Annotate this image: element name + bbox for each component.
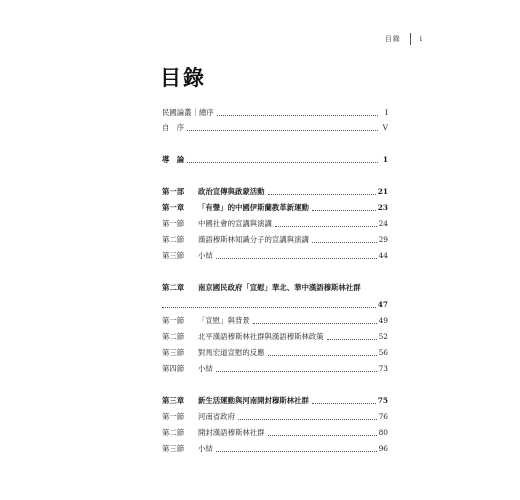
toc-entry-page: 76 — [378, 412, 388, 421]
toc-entry-section[interactable] — [162, 219, 388, 229]
dot-leader — [312, 403, 376, 404]
toc-entry-page: 47 — [377, 300, 388, 309]
running-head-divider — [410, 33, 411, 45]
dot-leader — [187, 130, 378, 131]
toc-entry-text: 中國社會的宣講與演講 — [198, 219, 272, 228]
toc-entry-chapter-3[interactable] — [162, 396, 388, 406]
toc-entry-label: 第二節 — [162, 235, 185, 244]
dot-leader — [187, 162, 378, 163]
toc-entry-page: 96 — [378, 444, 388, 453]
toc-entry-chapter-1[interactable] — [162, 203, 388, 213]
toc-entry-page: 56 — [378, 348, 388, 357]
toc-entry-text: 小結 — [198, 364, 213, 373]
toc-entry-page: 75 — [377, 396, 388, 405]
toc-entry-text: 「宣慰」與背景 — [198, 316, 250, 325]
toc-entry-page: 49 — [378, 316, 388, 325]
dot-leader — [275, 226, 377, 227]
toc-entry-label: 第三章 — [162, 396, 185, 405]
dot-leader — [216, 451, 377, 452]
dot-leader — [238, 419, 377, 420]
toc-entry-text: 小結 — [198, 444, 213, 453]
toc-entry-label: 第一節 — [162, 316, 185, 325]
dot-leader — [253, 323, 377, 324]
toc-entry-section[interactable] — [162, 348, 388, 358]
toc-entry-label: 第一章 — [162, 203, 185, 212]
toc-entry-text: 新生活運動與河南開封穆斯林社群 — [198, 396, 309, 405]
toc-entry-label: 第一節 — [162, 219, 185, 228]
toc-entry-chapter-2-page-line[interactable] — [162, 300, 388, 310]
dot-leader — [312, 210, 376, 211]
toc-entry-label: 第一部 — [162, 187, 185, 196]
dot-leader — [268, 194, 376, 195]
toc-entry-section[interactable] — [162, 251, 388, 261]
toc-entry-page: 1 — [382, 155, 388, 164]
toc-entry-label: 第三節 — [162, 251, 185, 260]
dot-leader — [216, 371, 377, 372]
page-title: 目錄 — [160, 65, 206, 90]
toc-entry-text: 導 論 — [162, 155, 185, 164]
toc-entry-section[interactable] — [162, 235, 388, 245]
toc-entry-section[interactable] — [162, 364, 388, 374]
toc-entry-page: 21 — [377, 187, 388, 196]
toc-entry-section[interactable] — [162, 316, 388, 326]
toc-entry-text: 開封漢語穆斯林社群 — [198, 428, 265, 437]
toc-entry-page: 24 — [378, 219, 388, 228]
toc-entry-text: 南京國民政府「宣慰」華北、華中漢語穆斯林社群 — [198, 283, 361, 292]
toc-entry-label: 第二節 — [162, 332, 185, 341]
toc-entry-page: 29 — [378, 235, 388, 244]
dot-leader — [268, 435, 377, 436]
dot-leader — [327, 339, 377, 340]
table-of-contents — [162, 108, 388, 454]
toc-entry-label: 第二章 — [162, 283, 185, 292]
toc-entry-label: 第四節 — [162, 364, 185, 373]
dot-leader — [312, 242, 377, 243]
toc-entry-section[interactable] — [162, 412, 388, 422]
toc-entry-text: 「有聲」的中國伊斯蘭教革新運動 — [198, 203, 309, 212]
running-head — [385, 33, 422, 45]
toc-entry-page: 44 — [378, 251, 388, 260]
toc-entry-page: 52 — [378, 332, 388, 341]
toc-entry-text: 對馬宏道宣慰的反應 — [198, 348, 265, 357]
running-head-page-number: i — [419, 35, 422, 43]
toc-entry-introduction[interactable] — [162, 155, 388, 165]
toc-entry-page: 23 — [377, 203, 388, 212]
toc-entry-section[interactable] — [162, 444, 388, 454]
toc-entry-label: 第三節 — [162, 348, 185, 357]
toc-entry-section[interactable] — [162, 428, 388, 438]
toc-entry-text: 漢語穆斯林知識分子的宣講與演講 — [198, 235, 309, 244]
toc-entry-text: 北平漢語穆斯林社群與漢語穆斯林政策 — [198, 332, 324, 341]
toc-entry-text: 小結 — [198, 251, 213, 260]
toc-entry-page: 80 — [378, 428, 388, 437]
toc-entry-text: 自 序 — [162, 123, 185, 132]
dot-leader — [216, 258, 377, 259]
toc-entry-part-1[interactable] — [162, 187, 388, 197]
toc-entry-label: 第二節 — [162, 428, 185, 437]
dot-leader — [268, 355, 377, 356]
toc-entry-label: 第一節 — [162, 412, 185, 421]
toc-entry-page: V — [382, 123, 388, 132]
toc-entry-page: 73 — [378, 364, 388, 373]
toc-entry-text: 河南省政府 — [198, 412, 235, 421]
toc-entry-series-preface[interactable] — [162, 108, 388, 118]
toc-entry-page: I — [385, 108, 388, 117]
toc-entry-section[interactable] — [162, 332, 388, 342]
dot-leader — [162, 307, 376, 308]
toc-entry-text: 政治宣傳與啟蒙活動 — [198, 187, 265, 196]
dot-leader — [217, 115, 378, 116]
toc-entry-text: 民國論叢｜總序 — [162, 108, 214, 117]
toc-entry-label: 第三節 — [162, 444, 185, 453]
toc-entry-author-preface[interactable] — [162, 123, 388, 133]
running-head-title: 目錄 — [384, 35, 401, 43]
toc-entry-chapter-2[interactable] — [162, 283, 388, 293]
